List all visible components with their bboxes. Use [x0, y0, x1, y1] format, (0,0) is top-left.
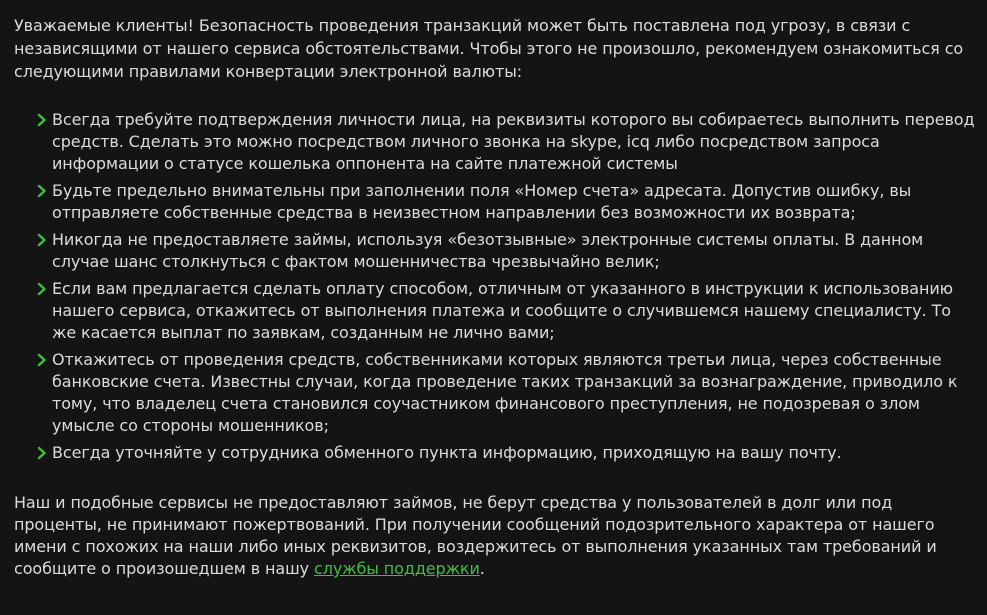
list-item	[36, 349, 975, 437]
list-item	[36, 109, 975, 175]
rule-text: Откажитесь от проведения средств, собственниками которых являются третьи лица, через собственные банковские счета. Известны случаи, когда проведение таких транзакций за вознаграждение, приводило к тому, что владелец счета становился соучастником финансового преступления, не подозревая о злом умысле со стороны мошенников;	[52, 350, 958, 435]
chevron-right-icon	[36, 353, 48, 367]
rule-text: Всегда уточняйте у сотрудника обменного пункта информацию, приходящую на вашу почту.	[52, 443, 842, 462]
list-item	[36, 442, 975, 464]
outro-end: .	[479, 559, 485, 578]
outro-text: Наш и подобные сервисы не предоставляют займов, не берут средства у пользователей в долг или под проценты, не принимают пожертвований. При получении сообщений подозрительного характера от нашего имени с похожих на наши либо иных реквизитов, воздержитесь от выполнения указанных там требований и сообщите о произошедшем в нашу	[14, 493, 937, 578]
chevron-right-icon	[36, 233, 48, 247]
chevron-right-icon	[36, 184, 48, 198]
rule-text: Никогда не предоставляете займы, используя «безотзывные» электронные системы оплаты. В данном случае шанс столкнуться с фактом мошенничества чрезвычайно велик;	[52, 230, 924, 271]
list-item	[36, 180, 975, 224]
rule-text: Если вам предлагается сделать оплату способом, отличным от указанного в инструкции к использованию нашего сервиса, откажитесь от выполнения платежа и сообщите о случившемся нашему специалисту. То же касается выплат по заявкам, созданным не лично вами;	[52, 279, 954, 342]
list-item	[36, 278, 975, 344]
intro-paragraph: Уважаемые клиенты! Безопасность проведения транзакций может быть поставлена под угрозу, в связи с независящими от нашего сервиса обстоятельствами. Чтобы этого не произошло, рекомендуем ознакомиться со следующими правилами конвертации электронной валюты:	[14, 16, 964, 81]
chevron-right-icon	[36, 113, 48, 127]
chevron-right-icon	[36, 446, 48, 460]
chevron-right-icon	[36, 282, 48, 296]
rule-text: Будьте предельно внимательны при заполнении поля «Номер счета» адресата. Допустив ошибку, вы отправляете собственные средства в неизвестном направлении без возможности их возврата;	[52, 181, 912, 222]
support-link[interactable]: службы поддержки	[314, 559, 480, 578]
rule-text: Всегда требуйте подтверждения личности лица, на реквизиты которого вы собираетесь выполнить перевод средств. Сделать это можно посредством личного звонка на skype, icq либо посредством запроса информации о статусе кошелька оппонента на сайте платежной системы	[52, 110, 975, 173]
rules-list	[14, 109, 975, 464]
outro-paragraph	[14, 492, 975, 580]
list-item	[36, 229, 975, 273]
